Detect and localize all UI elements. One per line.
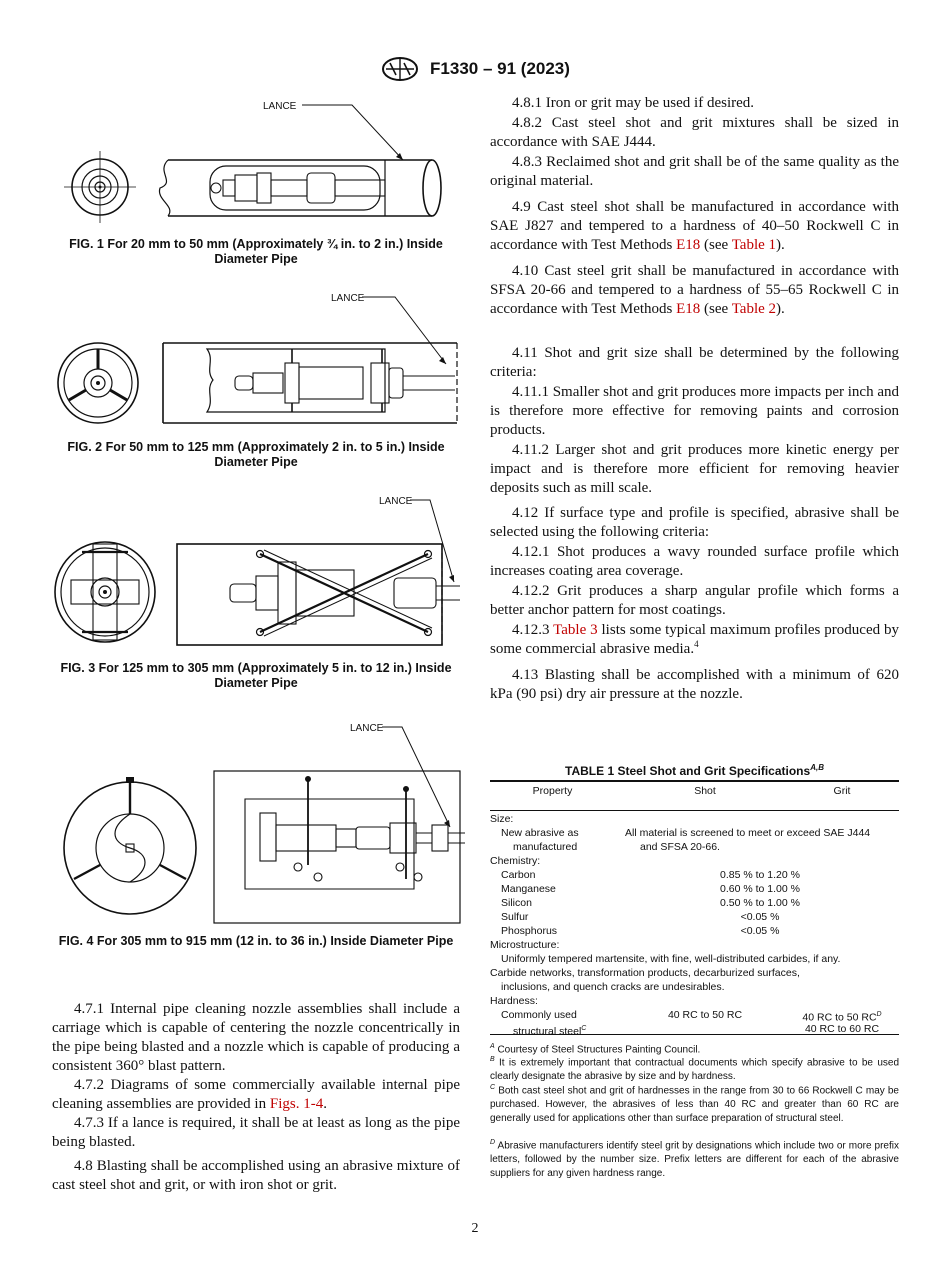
footnote-b — [490, 1053, 899, 1084]
table-3-link[interactable]: Table 3 — [553, 622, 598, 638]
common-steel-sup: C — [581, 1025, 587, 1032]
paragraph-4-7-2 — [52, 1076, 460, 1114]
shot-hardness: 40 RC to 50 RC — [667, 1009, 743, 1021]
e18-link-2[interactable]: E18 — [676, 301, 701, 317]
figure-1 — [60, 96, 460, 232]
table-1-title-text: TABLE 1 Steel Shot and Grit Specifications — [565, 764, 811, 778]
paragraph-4-12-3-text: 4.12.3 — [512, 622, 554, 638]
paragraph-4-8-2: 4.8.2 Cast steel shot and grit mixtures shall be sized in accordance with SAE J444. — [490, 115, 899, 150]
paragraph-4-12: 4.12 If surface type and profile is specified, abrasive shall be selected using the following criteria: — [490, 505, 899, 540]
paragraph-4-12-3 — [490, 621, 899, 659]
figure-4 — [60, 717, 465, 925]
footnote-text: Abrasive manufacturers identify steel grit by designations which include two or more prefix letters, followed by the number size. Prefix letters are different for each of the abrasive suppliers for any given hardness range. — [490, 1140, 899, 1179]
chem-name: Phosphorus — [501, 925, 558, 937]
grit-hardness-2: 40 RC to 60 RC — [804, 1023, 880, 1035]
footnote-text: Courtesy of Steel Structures Painting Council. — [497, 1044, 701, 1056]
footnote-text: It is extremely important that contractual documents which specify abrasive to be used clearly designate the abrasive by size and by hardness. — [490, 1057, 900, 1083]
paragraph-4-7-3: 4.7.3 If a lance is required, it shall be at least as long as the pipe being blasted. — [52, 1115, 460, 1150]
chem-value: 0.60 % to 1.00 % — [720, 883, 800, 895]
microstructure-text: Uniformly tempered martensite, with fine, well-distributed carbides, if any. — [501, 953, 841, 965]
footnote-mark: A — [490, 1043, 495, 1050]
footnote-text: Both cast steel shot and grit of hardnesses in the range from 30 to 66 Rockwell C may be purchased. However, the abrasives of less than 40 RC and greater than 60 RC are generally used for applications other than surface preparation of structural steel. — [490, 1085, 899, 1124]
paragraph-4-10-end: ). — [776, 301, 785, 317]
figure-3 — [52, 492, 464, 662]
paragraph-4-11-2: 4.11.2 Larger shot and grit produces more kinetic energy per impact and is therefore more efficient for removing heavier deposits such as mill scale. — [490, 442, 899, 496]
paragraph-4-8: 4.8 Blasting shall be accomplished using an abrasive mixture of cast steel shot and grit, or with iron shot or grit. — [52, 1158, 460, 1193]
table-1-link[interactable]: Table 1 — [731, 237, 777, 253]
table-2-link[interactable]: Table 2 — [731, 301, 777, 317]
chem-name: Silicon — [501, 897, 532, 909]
table-1-title — [490, 763, 899, 778]
fig2-lance-label: LANCE — [331, 293, 365, 304]
paragraph-4-10 — [490, 262, 899, 319]
chem-name: Carbon — [501, 869, 536, 881]
screened-text-2: and SFSA 20-66. — [640, 841, 720, 853]
paragraph-4-7-2-text: 4.7.2 Diagrams of some commercially available internal pipe cleaning assemblies are provided in — [52, 1077, 460, 1112]
footnote-mark: C — [490, 1084, 496, 1091]
paragraph-4-9-end: ). — [776, 237, 785, 253]
page-number: 2 — [471, 1221, 479, 1236]
new-abrasive-label: New abrasive as — [501, 827, 579, 839]
footnote-4-ref: 4 — [694, 639, 699, 649]
figure-2 — [55, 290, 465, 424]
table-header-rule — [490, 810, 899, 811]
grit-hardness-sup: D — [876, 1011, 882, 1018]
chem-value: <0.05 % — [740, 925, 780, 937]
common-steel-label: Commonly used — [501, 1009, 577, 1021]
table-bottom-rule — [490, 1034, 899, 1035]
carbide-text-1: Carbide networks, transformation products, decarburized surfaces, — [490, 967, 800, 979]
paragraph-4-7-2-end: . — [323, 1096, 327, 1112]
footnote-mark: B — [490, 1056, 495, 1063]
paragraph-4-11-1: 4.11.1 Smaller shot and grit produces more impacts per inch and is therefore more effective for removing paints and corrosion products. — [490, 384, 899, 438]
chem-name: Manganese — [501, 883, 556, 895]
microstructure-label: Microstructure: — [490, 939, 560, 951]
grit-hardness-1-text: 40 RC to 50 RC — [802, 1011, 877, 1024]
common-steel-label-2 — [513, 1022, 586, 1039]
chemistry-label: Chemistry: — [490, 855, 541, 867]
screened-text-1: All material is screened to meet or exceed SAE J444 — [625, 827, 871, 839]
chem-value: 0.85 % to 1.20 % — [720, 869, 800, 881]
header-shot: Shot — [694, 785, 716, 797]
hardness-label: Hardness: — [490, 995, 538, 1007]
fig2-caption: FIG. 2 For 50 mm to 125 mm (Approximately 2 in. to 5 in.) Inside Diameter Pipe — [67, 440, 445, 469]
fig3-lance-label: LANCE — [379, 496, 413, 507]
fig1-lance-label: LANCE — [263, 101, 297, 112]
paragraph-4-8-1: 4.8.1 Iron or grit may be used if desired. — [512, 95, 755, 111]
table-top-rule — [490, 780, 899, 782]
astm-logo-icon — [380, 56, 420, 82]
e18-link[interactable]: E18 — [676, 237, 701, 253]
new-abrasive-label-2: manufactured — [513, 841, 578, 853]
fig3-caption: FIG. 3 For 125 mm to 305 mm (Approximately 5 in. to 12 in.) Inside Diameter Pipe — [60, 661, 452, 690]
paragraph-4-10-mid: (see — [700, 301, 732, 317]
chem-value: <0.05 % — [740, 911, 780, 923]
page-header — [0, 56, 950, 82]
paragraph-4-8-3: 4.8.3 Reclaimed shot and grit shall be of the same quality as the original material. — [490, 154, 899, 189]
paragraph-4-12-1: 4.12.1 Shot produces a wavy rounded surface profile which increases coating area coverage. — [490, 544, 899, 579]
paragraph-4-10-text: 4.10 Cast steel grit shall be manufactured in accordance with SFSA 20-66 and tempered to a hardness of 55–65 Rockwell C in accordance with Test Methods — [490, 263, 899, 317]
footnote-d — [490, 1136, 899, 1180]
carbide-text-2: inclusions, and quench cracks are undesirables. — [501, 981, 725, 993]
paragraph-4-9 — [490, 198, 899, 255]
header-property: Property — [532, 785, 573, 797]
chem-value: 0.50 % to 1.00 % — [720, 897, 800, 909]
paragraph-4-9-mid: (see — [700, 237, 732, 253]
paragraph-4-7-1: 4.7.1 Internal pipe cleaning nozzle assemblies shall include a carriage which is capable of centering the nozzle concentrically in the pipe being blasted and a nozzle which is capable of producing a consistent 360° blast pattern. — [52, 1001, 460, 1074]
fig4-lance-label: LANCE — [350, 723, 384, 734]
footnote-mark: D — [490, 1139, 496, 1146]
footnote-c — [490, 1081, 899, 1125]
figs-1-4-link[interactable]: Figs. 1-4 — [269, 1096, 324, 1112]
standard-designation: F1330 – 91 (2023) — [430, 59, 570, 78]
table-1-title-sup: A,B — [810, 763, 824, 772]
paragraph-4-11: 4.11 Shot and grit size shall be determined by the following criteria: — [490, 345, 899, 380]
size-label: Size: — [490, 813, 514, 825]
paragraph-4-12-2: 4.12.2 Grit produces a sharp angular profile which forms a better anchor pattern for most coatings. — [490, 583, 899, 618]
common-steel-text: structural steel — [513, 1025, 582, 1038]
fig1-caption: FIG. 1 For 20 mm to 50 mm (Approximately ¾ in. to 2 in.) Inside Diameter Pipe — [69, 237, 443, 266]
fig4-caption: FIG. 4 For 305 mm to 915 mm (12 in. to 36 in.) Inside Diameter Pipe — [58, 934, 454, 948]
header-grit: Grit — [833, 785, 851, 797]
paragraph-4-13: 4.13 Blasting shall be accomplished with a minimum of 620 kPa (90 psi) dry air pressure at the nozzle. — [490, 667, 899, 702]
paragraph-4-12-3-body: lists some typical maximum profiles produced by some commercial abrasive media. — [490, 622, 899, 657]
chem-name: Sulfur — [501, 911, 529, 923]
paragraph-4-9-text: 4.9 Cast steel shot shall be manufactured in accordance with SAE J827 and tempered to a hardness of 40–50 Rockwell C in accordance with Test Methods — [490, 199, 899, 253]
